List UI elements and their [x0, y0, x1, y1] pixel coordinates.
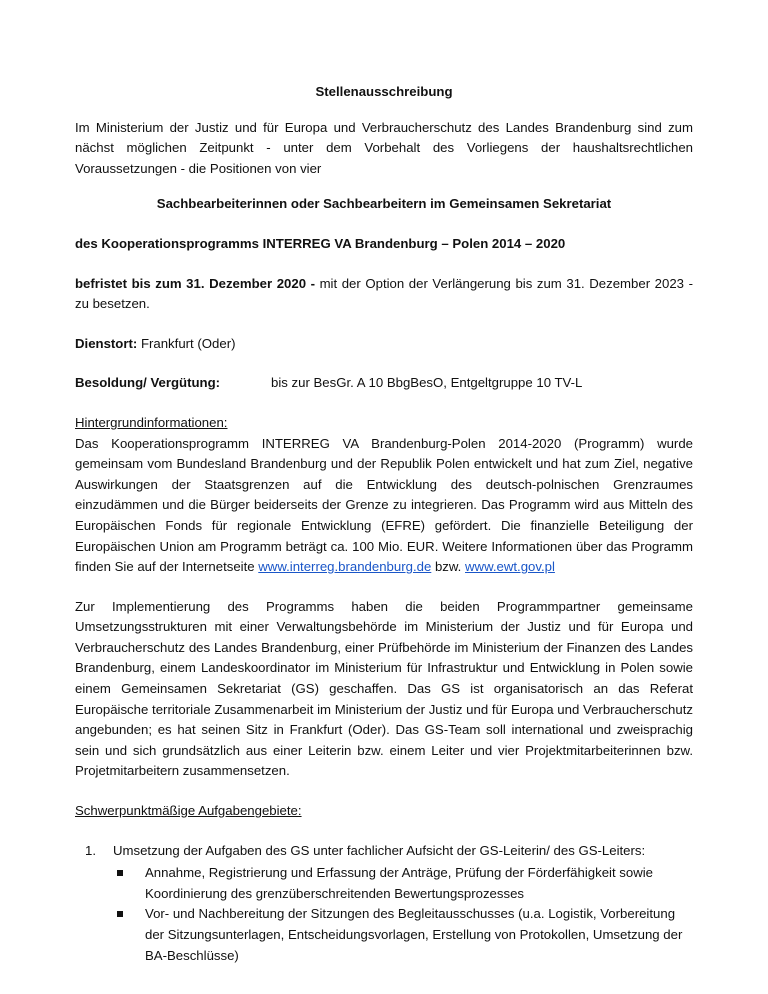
salary-label: Besoldung/ Vergütung:	[75, 375, 221, 391]
location-value: Frankfurt (Oder)	[137, 335, 236, 351]
ewt-link[interactable]: www.ewt.gov.pl	[465, 559, 555, 575]
tasks-list	[75, 841, 693, 967]
intro-paragraph: Im Ministerium der Justiz und für Europa und Verbraucherschutz des Landes Brandenburg sind zum nächst möglichen Zeitpunkt - unter dem Vorbehalt des Vorliegens der haushaltsrechtlichen Voraussetzungen - die Positionen von vier	[75, 119, 693, 176]
task-text: Umsetzung der Aufgaben des GS unter fachlicher Aufsicht der GS-Leiterin/ des GS-Leiters:	[113, 842, 646, 858]
salary-line	[75, 373, 693, 394]
task-item	[75, 841, 693, 967]
square-bullet-icon	[117, 870, 123, 876]
location-label: Dienstort:	[75, 335, 138, 351]
tasks-heading: Schwerpunktmäßige Aufgabengebiete:	[75, 803, 302, 819]
task-bullets	[75, 863, 693, 966]
task-number: 1.	[85, 842, 96, 858]
square-bullet-icon	[117, 911, 123, 917]
program-title: des Kooperationsprogramms INTERREG VA Brandenburg – Polen 2014 – 2020	[75, 235, 566, 251]
task-bullet-text: Annahme, Registrierung und Erfassung der Anträge, Prüfung der Förderfähigkeit sowie Koordinierung des grenzüberschreitenden Bewertungsprozesses	[145, 865, 654, 901]
location-line	[75, 334, 693, 355]
document-page	[75, 82, 693, 966]
term-paragraph	[75, 274, 693, 315]
document-title: Stellenausschreibung	[315, 84, 453, 99]
interreg-link[interactable]: www.interreg.brandenburg.de	[258, 559, 432, 575]
term-rest: mit der Option der Verlängerung bis zum 31. Dezember 2023 - zu besetzen.	[75, 275, 693, 312]
implementation-paragraph: Zur Implementierung des Programms haben die beiden Programmpartner gemeinsame Umsetzungsstrukturen mit einer Verwaltungsbehörde im Ministerium der Justiz und für Europa und Verbraucherschutz des Landes Brandenburg, einer Prüfbehörde im Ministerium der Finanzen des Landes Brandenburg, einem Landeskoordinator im Ministerium für Infrastruktur und Entwicklung in Polen sowie einem Gemeinsamen Sekretariat (GS) geschaffen. Das GS ist organisatorisch an das Referat Europäische territoriale Zusammenarbeit im Ministerium der Justiz und für Europa und Verbraucherschutz angebunden; es hat seinen Sitz in Frankfurt (Oder). Das GS-Team soll international und zweisprachig sein und sich grundsätzlich aus einer Leiterin bzw. einem Leiter und vier Projektmitarbeiterinnen bzw. Projetmitarbeitern zusammensetzen.	[75, 598, 693, 779]
background-text: Das Kooperationsprogramm INTERREG VA Brandenburg-Polen 2014-2020 (Programm) wurde gemeinsam vom Bundesland Brandenburg und der Republik Polen entwickelt und hat zum Ziel, negative Auswirkungen der Staatsgrenzen auf die Entwicklung des deutsch-polnischen Grenzraumes einzudämmen und die Bürger beiderseits der Grenze zu integrieren. Das Programm wird aus Mitteln des Europäischen Fonds für regionale Entwicklung (EFRE) gefördert. Die finanzielle Beteiligung der Europäischen Union am Programm beträgt ca. 100 Mio. EUR. Weitere Informationen über das Programm finden Sie auf der Internetseite	[75, 435, 693, 575]
task-bullet	[113, 863, 693, 904]
background-between: bzw.	[431, 559, 466, 575]
background-heading: Hintergrundinformationen:	[75, 414, 228, 430]
task-bullet	[113, 904, 693, 966]
position-title: Sachbearbeiterinnen oder Sachbearbeitern im Gemeinsamen Sekretariat	[156, 196, 612, 212]
background-paragraph	[75, 434, 693, 578]
task-bullet-text: Vor- und Nachbereitung der Sitzungen des Begleitausschusses (u.a. Logistik, Vorbereitung der Sitzungsunterlagen, Entscheidungsvorlagen, Erstellung von Protokollen, Umsetzung der BA-Beschlüsse)	[145, 906, 683, 963]
salary-value: bis zur BesGr. A 10 BbgBesO, Entgeltgruppe 10 TV-L	[271, 375, 583, 391]
term-bold: befristet bis zum 31. Dezember 2020 -	[75, 275, 315, 291]
